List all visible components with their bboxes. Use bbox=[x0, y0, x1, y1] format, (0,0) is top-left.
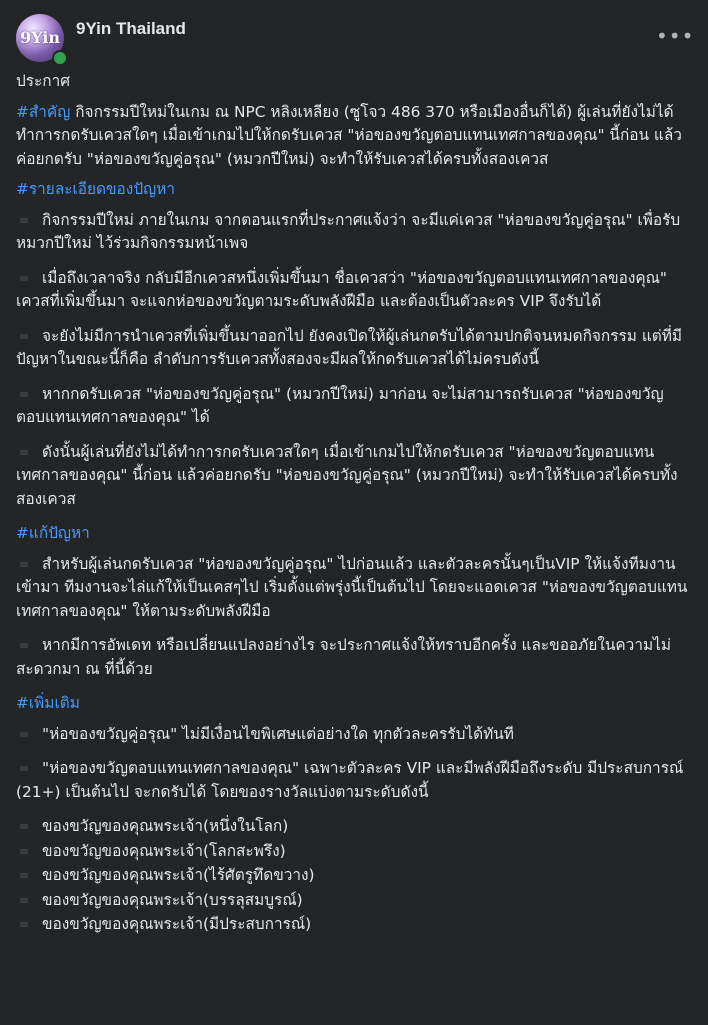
reward-item-text: ของขวัญของคุณพระเจ้า(บรรลุสมบูรณ์) bbox=[42, 890, 303, 909]
list-item bbox=[16, 441, 692, 512]
reward-item bbox=[16, 864, 692, 888]
hashtag-problem-details[interactable]: #รายละเอียดของปัญหา bbox=[16, 180, 175, 198]
list-item bbox=[16, 325, 692, 372]
bullet-icon bbox=[20, 450, 28, 455]
hashtag-more[interactable]: #เพิ่มเติม bbox=[16, 694, 80, 712]
section-more-heading bbox=[16, 692, 692, 716]
list-item-text: จะยังไม่มีการนำเควสที่เพิ่มขึ้นมาออกไป ยังคงเปิดให้ผู้เล่นกดรับได้ตามปกติจนหมดกิจกรรม แต่ที่มีปัญหาในขณะนี้ก็คือ ลำดับการรับเควสทั้งสองจะมีผลให้กดรับเควสได้ไม่ครบดังนี้ bbox=[16, 326, 683, 368]
list-item-text: หากมีการอัพเดท หรือเปลี่ยนแปลงอย่างไร จะประกาศแจ้งให้ทราบอีกครั้ง และขออภัยในความไม่สะดวกมา ณ ที่นี้ด้วย bbox=[16, 636, 671, 678]
post-header bbox=[16, 12, 695, 60]
reward-item-text: ของขวัญของคุณพระเจ้า(หนึ่งในโลก) bbox=[42, 817, 289, 835]
bullet-icon bbox=[20, 562, 28, 567]
list-item-text: เมื่อถึงเวลาจริง กลับมีอีกเควสหนึ่งเพิ่มขึ้นมา ชื่อเควสว่า "ห่อของขวัญตอบแทนเทศกาลของคุณ" เควสที่เพิ่มขึ้นมา จะแจกห่อของขวัญตามระดับพลังฝีมือ และต้องเป็นตัวละคร VIP จึงรับได้ bbox=[16, 268, 667, 310]
list-item bbox=[16, 757, 692, 804]
post-intro: ประกาศ bbox=[16, 72, 71, 90]
list-item-text: "ห่อของขวัญตอบแทนเทศกาลของคุณ" เฉพาะตัวละคร VIP และมีพลังฝีมือถึงระดับ มีประสบการณ์ (21+) เป็นต้นไป จะกดรับได้ โดยของรางวัลแบ่งตามระดับดังนี้ bbox=[16, 759, 684, 801]
problem-list bbox=[16, 209, 692, 512]
important-paragraph bbox=[16, 101, 692, 172]
section-problem-heading bbox=[16, 178, 692, 202]
bullet-icon bbox=[20, 766, 28, 771]
bullet-icon bbox=[20, 218, 28, 223]
bullet-icon bbox=[20, 392, 28, 397]
reward-item bbox=[16, 889, 692, 913]
fix-list bbox=[16, 553, 692, 682]
list-item bbox=[16, 267, 692, 314]
reward-item bbox=[16, 815, 692, 839]
bullet-icon bbox=[20, 732, 28, 737]
list-item-text: สำหรับผู้เล่นกดรับเควส "ห่อของขวัญคู่อรุณ" ไปก่อนแล้ว และตัวละครนั้นๆเป็นVIP ให้แจ้งทีมงานเข้ามา ทีมงานจะไล่แก้ให้เป็นเคสๆไป เริ่มตั้งแต่พรุ่งนี้เป็นต้นไป โดยจะแอดเควส "ห่อของขวัญตอบแทนเทศกาลของคุณ" ให้ตามระดับพลังฝีมือ bbox=[16, 554, 688, 620]
reward-item-text: ของขวัญของคุณพระเจ้า(มีประสบการณ์) bbox=[42, 915, 312, 933]
more-options-icon[interactable]: ••• bbox=[656, 24, 695, 48]
list-item bbox=[16, 634, 692, 681]
list-item-text: ดังนั้นผู้เล่นที่ยังไม่ได้ทำการกดรับเควสใดๆ เมื่อเข้าเกมไปให้กดรับเควส "ห่อของขวัญตอบแทนเทศกาลของคุณ" นี้ก่อน แล้วค่อยกดรับ "ห่อของขวัญคู่อรุณ" (หมวกปีใหม่) จะทำให้รับเควสได้ครบทั้งสองเควส bbox=[16, 442, 678, 508]
bullet-icon bbox=[20, 922, 28, 927]
bullet-icon bbox=[20, 898, 28, 903]
bullet-icon bbox=[20, 849, 28, 854]
list-item bbox=[16, 553, 692, 624]
reward-item-text: ของขวัญของคุณพระเจ้า(ไร้ศัตรูทึดขวาง) bbox=[42, 866, 315, 884]
bullet-icon bbox=[20, 334, 28, 339]
reward-item bbox=[16, 840, 692, 864]
list-item bbox=[16, 383, 692, 430]
list-item-text: "ห่อของขวัญคู่อรุณ" ไม่มีเงื่อนไขพิเศษแต่อย่างใด ทุกตัวละครรับได้ทันที bbox=[42, 724, 514, 743]
list-item bbox=[16, 209, 692, 256]
important-text: กิจกรรมปีใหม่ในเกม ณ NPC หลิงเหลียง (ซูโจว 486 370 หรือเมืองอื่นก็ได้) ผู้เล่นที่ยังไม่ได้ทำการกดรับเควสใดๆ เมื่อเข้าเกมไปให้กดรับเควส "ห่อของขวัญตอบแทนเทศกาลของคุณ" นี้ก่อน แล้วค่อยกดรับ "ห่อของขวัญคู่อรุณ" (หมวกปีใหม่) จะทำให้รับเควสได้ครบทั้งสองเควส bbox=[16, 102, 682, 168]
reward-item bbox=[16, 913, 692, 937]
bullet-icon bbox=[20, 276, 28, 281]
hashtag-important[interactable]: #สำคัญ bbox=[16, 102, 71, 121]
list-item-text: กิจกรรมปีใหม่ ภายในเกม จากตอนแรกที่ประกาศแจ้งว่า จะมีแค่เควส "ห่อของขวัญคู่อรุณ" เพื่อรับหมวกปีใหม่ ไว้ร่วมกิจกรรมหน้าเพจ bbox=[16, 210, 681, 252]
more-list bbox=[16, 723, 692, 805]
bullet-icon bbox=[20, 643, 28, 648]
hashtag-fix[interactable]: #แก้ปัญหา bbox=[16, 524, 90, 542]
bullet-icon bbox=[20, 873, 28, 878]
reward-item-text: ของขวัญของคุณพระเจ้า(โลกสะพรึง) bbox=[42, 841, 286, 860]
reward-list bbox=[16, 815, 692, 937]
avatar-logo: 9Yin bbox=[20, 28, 60, 47]
list-item-text: หากกดรับเควส "ห่อของขวัญคู่อรุณ" (หมวกปีใหม่) มาก่อน จะไม่สามารถรับเควส "ห่อของขวัญตอบแทนเทศกาลของคุณ" ได้ bbox=[16, 384, 664, 426]
page-name[interactable]: 9Yin Thailand bbox=[76, 19, 186, 38]
list-item bbox=[16, 723, 692, 747]
post-body bbox=[16, 70, 692, 938]
section-fix-heading bbox=[16, 522, 692, 546]
online-status-icon bbox=[52, 50, 68, 66]
bullet-icon bbox=[20, 824, 28, 829]
